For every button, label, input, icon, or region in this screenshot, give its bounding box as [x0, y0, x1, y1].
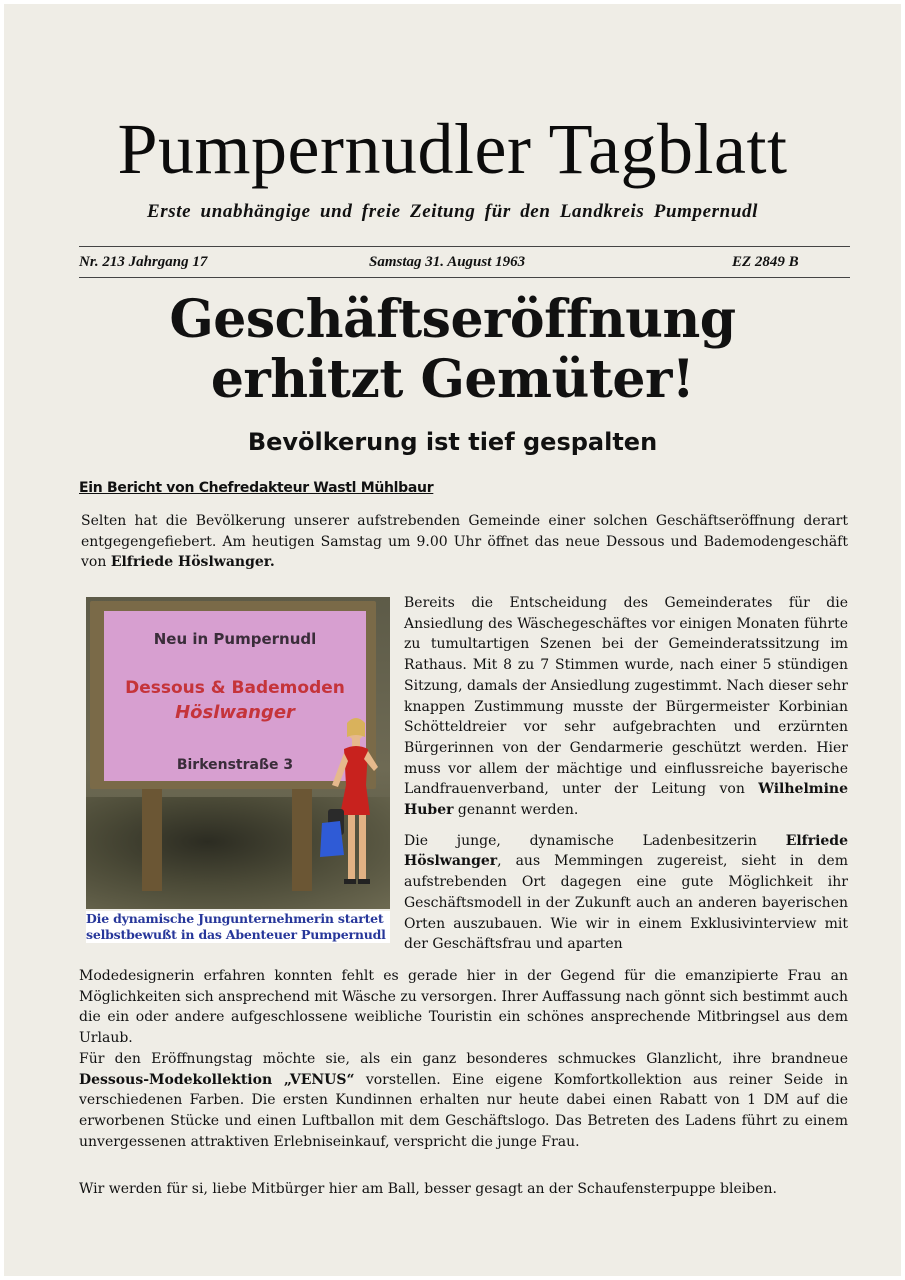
headline [4, 290, 901, 410]
sign-text-line-1: Neu in Pumpernudl [153, 630, 317, 648]
paragraph-owner-name: Elfriede Höslwanger [404, 832, 848, 870]
article-photo [86, 597, 390, 909]
masthead-motto: Erste unabhängige und freie Zeitung für den Landkreis Pumpernudl [147, 201, 758, 222]
issue-code: EZ 2849 B [732, 254, 799, 270]
paragraph-council-name: Wilhelmine Huber [404, 781, 848, 819]
issue-number: Nr. 213 Jahrgang 17 [79, 254, 208, 270]
paragraph-council [404, 593, 848, 821]
full-width-text [79, 966, 848, 1152]
woman-figurine-icon [318, 715, 388, 895]
sign-text-line-4: Birkenstraße 3 [176, 757, 294, 773]
paragraph-collection-text: Für den Eröffnungstag möchte sie, als ein ganz besonderes schmuckes Glanzlicht, ihre brandneue [79, 1050, 848, 1067]
paragraph-owner-continued: Modedesignerin erfahren konnten fehlt es gerade hier in der Gegend für die emanzipierte Frau an Möglichkeiten sich ansprechend mit Wäsche zu versorgen. Ihrer Auffassung nach gönnt sich bestimmt auch die ein oder andere aufgeschlossene weibliche Touristin ein schönes ansprechende Mitbringsel aus dem Urlaub. [79, 968, 848, 1047]
sign-post-left [142, 789, 162, 891]
right-column [404, 593, 848, 955]
sign-post-right [292, 789, 312, 891]
paragraph-council-end: genannt werden. [453, 802, 579, 819]
photo-caption: Die dynamische Jungunternehmerin startet selbstbewußt in das Abenteuer Pumpernudl [86, 911, 390, 943]
headline-line-2: erhitzt Gemüter! [210, 349, 695, 410]
paragraph-owner-end: , aus Memmingen zugereist, sieht in dem aufstrebenden Ort dagegen eine gute Möglichkeit ihr Geschäftsmodell in der Zukunft auch an anderen bayerischen Orten auszubauen. Wie wir in einem Exklusivinterview mit der Geschäftsfrau und aparten [404, 853, 848, 953]
intro-name: Elfriede Höslwanger. [110, 554, 275, 571]
byline: Ein Bericht von Chefredakteur Wastl Mühlbaur [79, 480, 434, 496]
top-rule [79, 246, 850, 247]
headline-line-1: Geschäftseröffnung [169, 289, 736, 350]
paragraph-owner [404, 831, 848, 955]
masthead-title: Pumpernudler Tagblatt [117, 109, 788, 189]
intro-text: Selten hat die Bevölkerung unserer aufstrebenden Gemeinde einer solchen Geschäftseröffnung derart entgegengefiebert. Am heutigen Samstag um 9.00 Uhr öffnet das neue Dessous und Bademodengeschäft von [81, 513, 848, 571]
paragraph-collection [79, 1049, 848, 1153]
bottom-rule [79, 277, 850, 278]
closing-line: Wir werden für si, liebe Mitbürger hier am Ball, besser gesagt an der Schaufensterpuppe bleiben. [79, 1181, 777, 1197]
sign-text-line-3: Höslwanger [175, 702, 295, 723]
paragraph-owner-text: Die junge, dynamische Ladenbesitzerin [404, 832, 786, 849]
newspaper-page [4, 4, 901, 1276]
intro-paragraph [81, 511, 848, 573]
paragraph-collection-end: vorstellen. Eine eigene Komfortkollektion aus reiner Seide in verschiedenen Farben. Die ersten Kundinnen erhalten nur heute dabei einen Rabatt von 1 DM auf die erworbenen Stücke und einen Luftballon mit dem Geschäftslogo. Das Betreten des Ladens führt zu einem unvergessenen attraktiven Erlebniseinkauf, verspricht die junge Frau. [79, 1071, 848, 1150]
paragraph-council-text: Bereits die Entscheidung des Gemeinderates für die Ansiedlung des Wäschegeschäftes vor einigen Monaten führte zu tumultartigen Szenen bei der Gemeinderatssitzung im Rathaus. Mit 8 zu 7 Stimmen wurde, nach einer 5 stündigen Sitzung, damals der Ansiedlung zugestimmt. Nach dieser sehr knappen Zustimmung musste der Bürgermeister Korbinian Schötteldreier vor sehr aufgebrachten und erzürnten Bürgerinnen von der Gendarmerie geschützt werden. Hier muss vor allem der mächtige und einflussreiche bayerische Landfrauenverband, unter der Leitung von [404, 595, 848, 798]
paragraph-collection-name: Dessous-Modekollektion „VENUS“ [79, 1071, 355, 1088]
issue-date: Samstag 31. August 1963 [369, 254, 526, 270]
subheadline: Bevölkerung ist tief gespalten [247, 428, 658, 456]
sign-text-line-2: Dessous & Bademoden [125, 678, 345, 698]
